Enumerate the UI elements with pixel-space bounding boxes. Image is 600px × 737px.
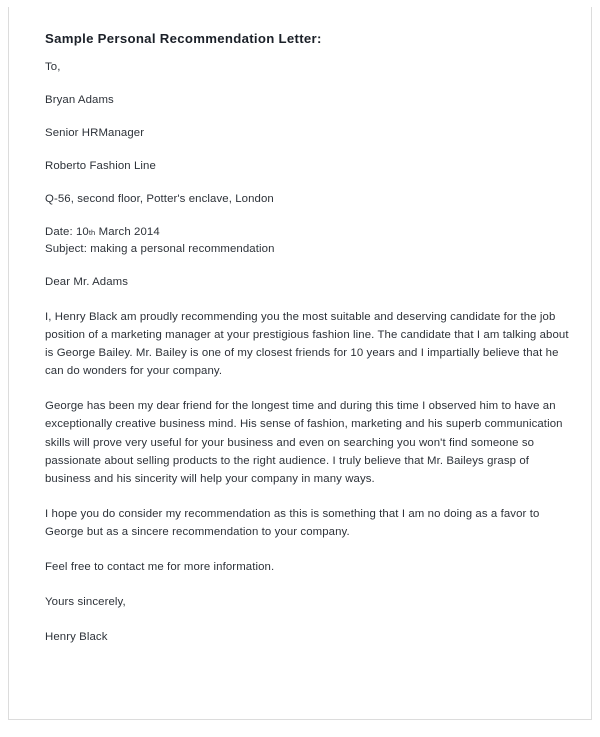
recipient-name: Bryan Adams: [45, 94, 114, 106]
date-line: [45, 224, 575, 241]
date-suffix: th: [88, 228, 96, 237]
signature: Henry Black: [45, 631, 108, 644]
letter-title: Sample Personal Recommendation Letter:: [45, 31, 322, 46]
paragraph-4: Feel free to contact me for more information.: [45, 561, 275, 574]
letter-content: [45, 31, 575, 646]
to-line: To,: [45, 61, 61, 73]
address-line: Q-56, second floor, Potter's enclave, London: [45, 193, 274, 205]
subject-line: Subject: making a personal recommendation: [45, 243, 275, 255]
paragraph-2: George has been my dear friend for the longest time and during this time I observed him to have an exceptionally creative business mind. His sense of fashion, marketing and his superb communication skills will prove very useful for your business and even on searching you won't find someone so passionate about selling products to the right audience. I truly believe that Mr. Baileys grasp of business and his sincerity will help your company in many ways.: [45, 400, 563, 485]
paragraph-1: I, Henry Black am proudly recommending you the most suitable and deserving candidate for the job position of a marketing manager at your prestigious fashion line. The candidate that I am talking about is George Bailey. Mr. Bailey is one of my closest friends for 10 years and I impartially believe that he can do wonders for your company.: [45, 311, 569, 378]
closing: Yours sincerely,: [45, 596, 126, 609]
company-name: Roberto Fashion Line: [45, 160, 156, 172]
document-page: [8, 7, 592, 720]
date-prefix: Date: 10: [45, 226, 89, 238]
date-rest: March 2014: [98, 226, 160, 238]
paragraph-3: I hope you do consider my recommendation as this is something that I am no doing as a favor to George but as a sincere recommendation to your company.: [45, 507, 540, 538]
salutation: Dear Mr. Adams: [45, 276, 129, 288]
recipient-title: Senior HRManager: [45, 127, 145, 139]
